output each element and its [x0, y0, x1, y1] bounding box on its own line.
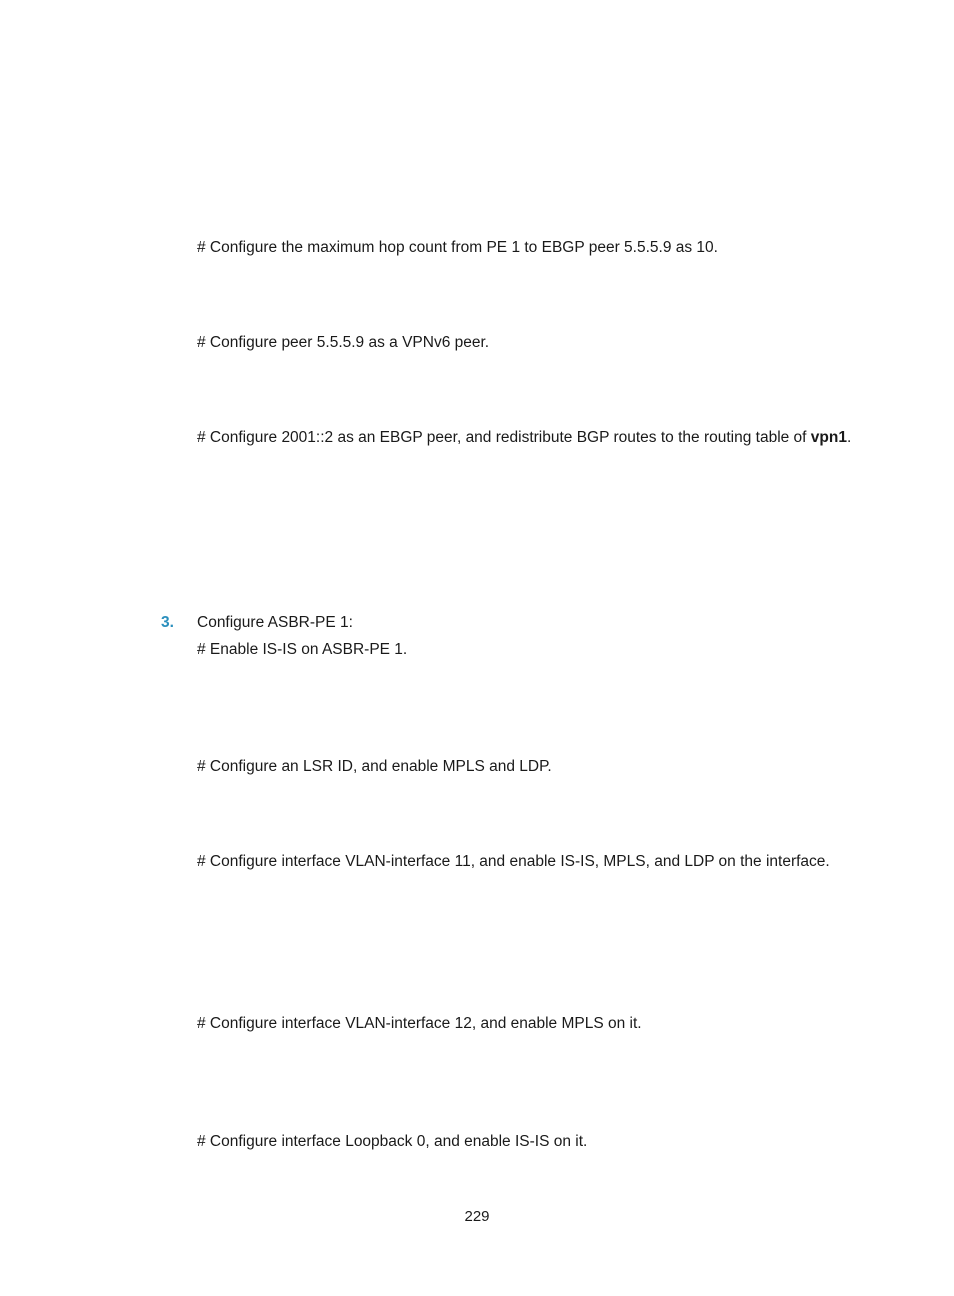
- instruction-ebgp-peer-text: # Configure 2001::2 as an EBGP peer, and redistribute BGP routes to the routing table of: [197, 429, 811, 446]
- instruction-enable-isis: # Enable IS-IS on ASBR-PE 1.: [197, 641, 408, 658]
- instruction-ebgp-peer-end: .: [846, 429, 852, 446]
- instruction-ebgp-peer: [197, 428, 851, 448]
- step-title: Configure ASBR-PE 1:: [197, 614, 353, 631]
- instruction-hop-count: # Configure the maximum hop count from PE 1 to EBGP peer 5.5.5.9 as 10.: [197, 239, 718, 256]
- instruction-vpnv6-peer: # Configure peer 5.5.5.9 as a VPNv6 peer.: [197, 334, 490, 351]
- page-number: 229: [464, 1208, 490, 1225]
- instruction-lsr-id: # Configure an LSR ID, and enable MPLS and LDP.: [197, 758, 552, 775]
- instruction-vlan-interface-11: # Configure interface VLAN-interface 11, and enable IS-IS, MPLS, and LDP on the interface.: [197, 853, 830, 870]
- instruction-vlan-interface-12: # Configure interface VLAN-interface 12, and enable MPLS on it.: [197, 1015, 642, 1032]
- instruction-loopback-0: # Configure interface Loopback 0, and enable IS-IS on it.: [197, 1133, 588, 1150]
- vpn-instance-name: vpn1: [810, 429, 847, 446]
- step-number: 3.: [161, 614, 174, 631]
